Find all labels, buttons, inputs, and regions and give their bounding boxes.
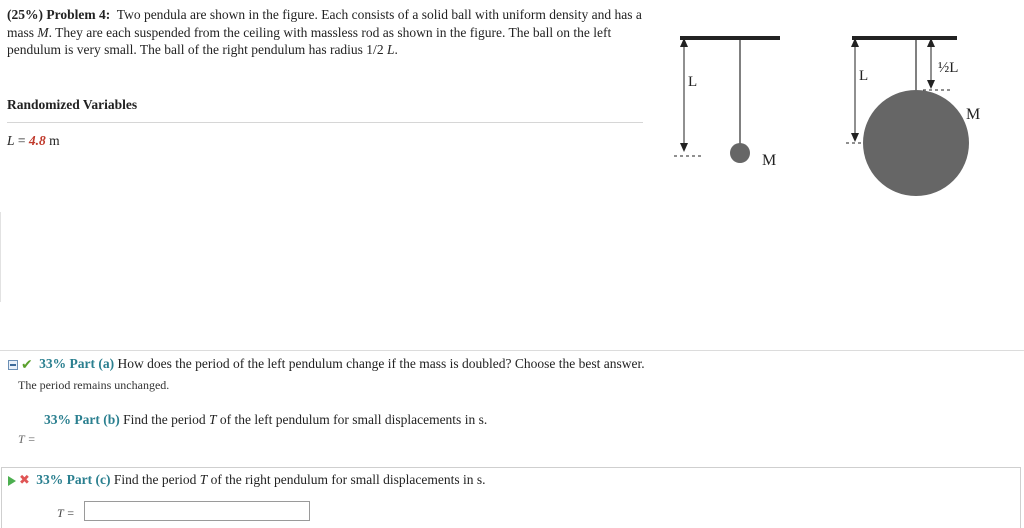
part-c-answer-input[interactable] — [84, 501, 310, 521]
part-c-header[interactable] — [8, 472, 485, 488]
randomized-variables-title: Randomized Variables — [7, 97, 138, 112]
part-a-answer: The period remains unchanged. — [18, 378, 170, 392]
part-b-answer-label: T = — [18, 432, 36, 446]
part-a-question: How does the period of the left pendulum change if the mass is doubled? Choose the best answer. — [114, 356, 645, 371]
problem-weight: (25%) — [7, 7, 43, 22]
part-c-question-var: T — [199, 472, 208, 487]
left-arrow-head-bottom — [680, 143, 688, 152]
part-b-percent: 33% Part (b) — [44, 412, 120, 427]
randomized-variables-divider — [7, 122, 643, 123]
part-b-question-var: T — [208, 412, 217, 427]
problem-length-var: L — [386, 42, 395, 57]
part-c-question-2: of the right pendulum for small displacements in s. — [207, 472, 486, 487]
problem-title: Problem 4: — [46, 7, 111, 22]
problem-text-3: . — [394, 42, 398, 57]
randomized-value: 4.8 — [28, 133, 46, 148]
left-edge-line — [0, 212, 1, 302]
part-c-answer-label: T = — [57, 506, 75, 520]
randomized-variable-L — [7, 133, 60, 149]
part-c-percent: 33% Part (c) — [36, 472, 111, 487]
play-icon[interactable] — [8, 476, 16, 486]
left-length-label: L — [688, 74, 698, 90]
part-a-header[interactable] — [8, 356, 645, 373]
collapse-icon[interactable] — [8, 360, 18, 370]
right-half-arrow-head-bottom — [927, 80, 935, 89]
randomized-var-name: L — [7, 133, 15, 148]
left-ball — [730, 143, 750, 163]
problem-statement — [7, 6, 643, 59]
problem-mass-var: M — [37, 24, 49, 40]
problem-text-2: . They are each suspended from the ceiling with massless rod as shown in the figure. The ball on the left pendulum is very small. The ball of the right pendulum has radius 1/2 — [7, 24, 612, 57]
right-mass-label: M — [966, 106, 981, 123]
right-length-label: L — [859, 68, 869, 84]
cross-icon: ✖ — [19, 473, 30, 489]
right-ball — [863, 90, 969, 196]
pendula-figure — [660, 28, 990, 203]
part-a-percent: 33% Part (a) — [39, 356, 115, 371]
part-b-question-2: of the left pendulum for small displacements in s. — [216, 412, 488, 427]
checkmark-icon: ✔ — [21, 356, 33, 373]
problem-text-1: Two pendula are shown in the figure. Each consists of a solid ball with uniform density and has a mass — [7, 7, 642, 40]
randomized-unit: m — [45, 133, 60, 148]
right-arrow-head-bottom — [851, 133, 859, 142]
randomized-equals: = — [14, 133, 29, 148]
part-b-header[interactable] — [44, 412, 487, 428]
right-half-label: ½L — [938, 60, 959, 76]
part-c-question-1: Find the period — [110, 472, 200, 487]
parts-divider — [0, 350, 1024, 351]
part-b-question-1: Find the period — [119, 412, 209, 427]
left-mass-label: M — [762, 152, 777, 169]
